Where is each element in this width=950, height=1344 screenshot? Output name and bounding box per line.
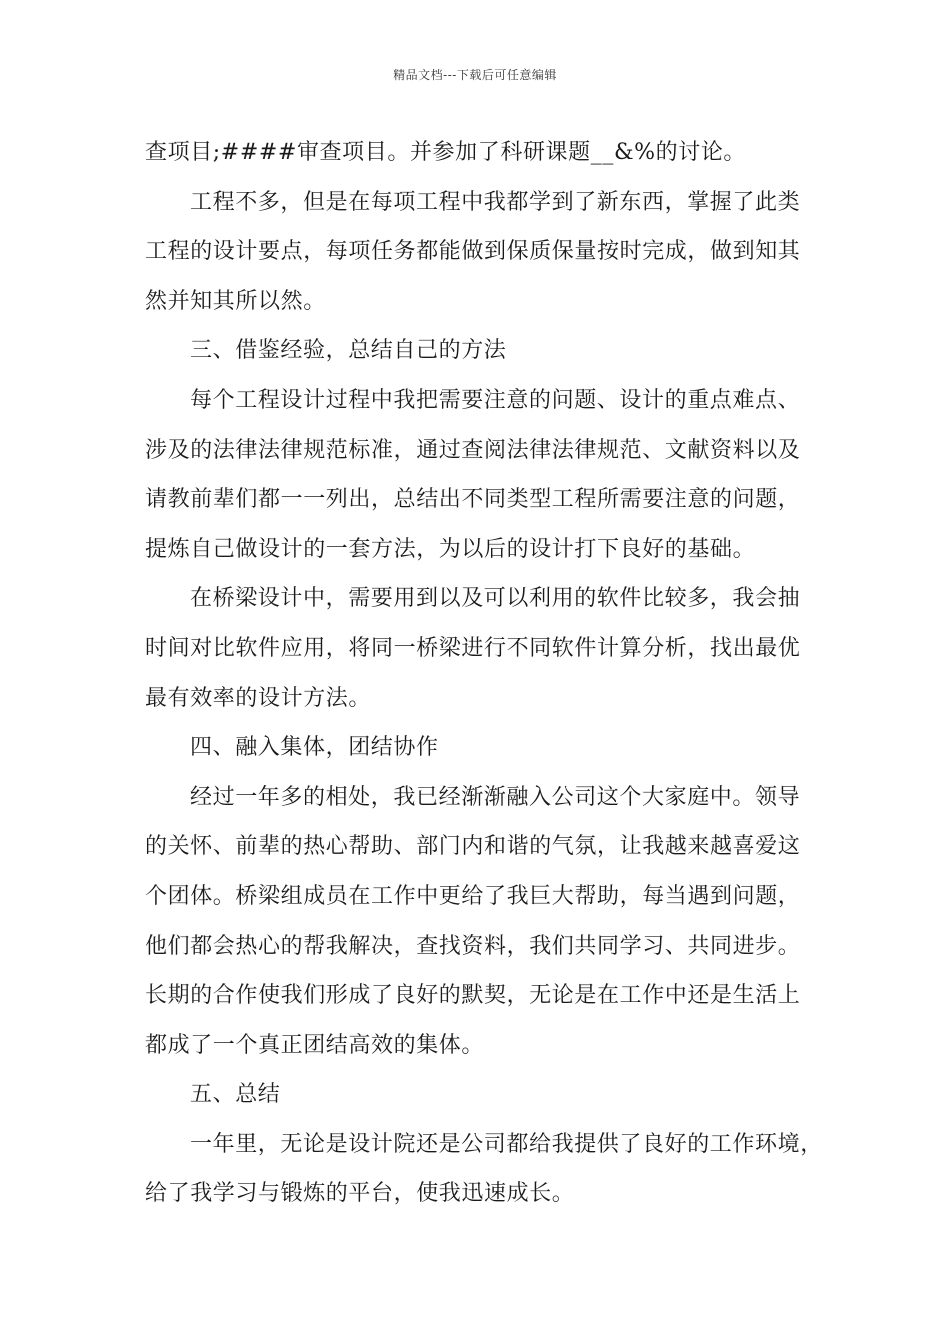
text-line: 都成了一个真正团结高效的集体。 <box>145 1032 485 1058</box>
text-line: 每个工程设计过程中我把需要注意的问题、设计的重点难点、 <box>190 387 801 413</box>
text-line: 工程不多，但是在每项工程中我都学到了新东西，掌握了此类 <box>190 189 801 215</box>
text-line: 个团体。桥梁组成员在工作中更给了我巨大帮助，每当遇到问题， <box>145 883 801 909</box>
text-line: 经过一年多的相处，我已经渐渐融入公司这个大家庭中。领导 <box>190 784 801 810</box>
text-line: 请教前辈们都一一列出，总结出不同类型工程所需要注意的问题， <box>145 487 801 513</box>
page-header: 精品文档---下载后可任意编辑 <box>393 68 557 82</box>
text-line: 三、借鉴经验，总结自己的方法 <box>190 338 507 364</box>
text-line: 给了我学习与锻炼的平台，使我迅速成长。 <box>145 1181 575 1207</box>
text-line: 工程的设计要点，每项任务都能做到保质保量按时完成，做到知其 <box>145 239 801 265</box>
text-line: 最有效率的设计方法。 <box>145 685 372 711</box>
text-line: 五、总结 <box>190 1082 281 1108</box>
text-line: 长期的合作使我们形成了良好的默契，无论是在工作中还是生活上 <box>145 983 801 1009</box>
document-body <box>145 128 835 1219</box>
text-line: 的关怀、前辈的热心帮助、部门内和谐的气氛，让我越来越喜爱这 <box>145 834 801 860</box>
text-line: 一年里，无论是设计院还是公司都给我提供了良好的工作环境， <box>190 1131 823 1157</box>
text-line: 涉及的法律法律规范标准，通过查阅法律法律规范、文献资料以及 <box>145 437 801 463</box>
text-line: 在桥梁设计中，需要用到以及可以利用的软件比较多，我会抽 <box>190 586 801 612</box>
text-line: 时间对比软件应用，将同一桥梁进行不同软件计算分析，找出最优 <box>145 635 801 661</box>
text-line: 四、融入集体，团结协作 <box>190 735 439 761</box>
text-line: 提炼自己做设计的一套方法，为以后的设计打下良好的基础。 <box>145 536 756 562</box>
text-line: 查项目;####审查项目。并参加了科研课题__&%的讨论。 <box>145 140 747 165</box>
text-line: 然并知其所以然。 <box>145 288 326 314</box>
text-line: 他们都会热心的帮我解决，查找资料，我们共同学习、共同进步。 <box>145 933 801 959</box>
